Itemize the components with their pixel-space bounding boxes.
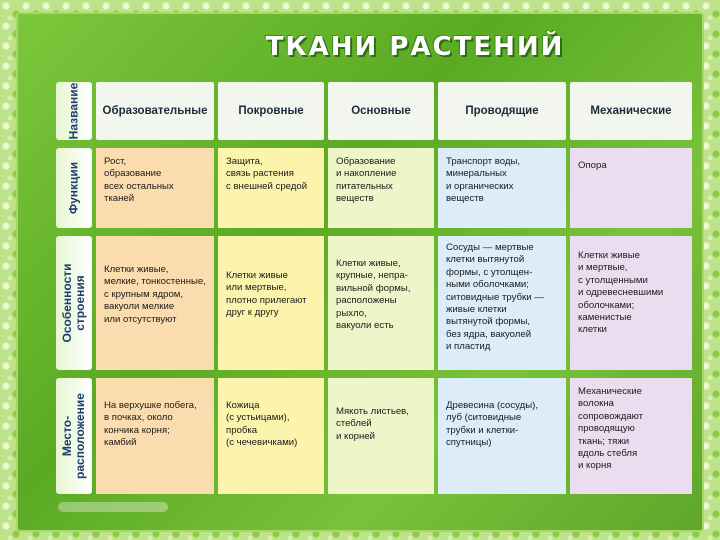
cell-structure-ground: Клетки живые, крупные, непра- вильной формы, расположены рыхло, вакуоли есть bbox=[328, 236, 434, 370]
cell-structure-educational: Клетки живые, мелкие, тонкостенные, с крупным ядром, вакуоли мелкие или отсутствуют bbox=[96, 236, 214, 370]
column-header-ground: Основные bbox=[328, 82, 434, 140]
cell-location-mechanical: Механические волокна сопровождают проводящую ткань; тяжи вдоль стебля и корня bbox=[570, 378, 692, 494]
row-label-name: Название bbox=[56, 82, 92, 140]
cell-structure-covering: Клетки живые или мертвые, плотно прилегают друг к другу bbox=[218, 236, 324, 370]
poster-title: ТКАНИ РАСТЕНИЙ bbox=[265, 32, 565, 62]
poster-board bbox=[18, 14, 702, 530]
cell-functions-covering: Защита, связь растения с внешней средой bbox=[218, 148, 324, 228]
cell-structure-conducting: Сосуды — мертвые клетки вытянутой формы, с утолщен- ными оболочками; ситовидные трубки — живые клетки вытянутой формы, без ядра, вакуолей и пластид bbox=[438, 236, 566, 370]
cell-location-conducting: Древесина (сосуды), луб (ситовидные трубки и клетки- спутницы) bbox=[438, 378, 566, 494]
row-label-structure: Особенности строения bbox=[56, 236, 92, 370]
decorative-stripe bbox=[58, 502, 168, 512]
tissues-table bbox=[56, 82, 692, 494]
cell-functions-conducting: Транспорт воды, минеральных и органических веществ bbox=[438, 148, 566, 228]
cell-functions-mechanical: Опора bbox=[570, 148, 692, 228]
cell-functions-ground: Образование и накопление питательных веществ bbox=[328, 148, 434, 228]
row-label-functions: Функции bbox=[56, 148, 92, 228]
column-header-educational: Образовательные bbox=[96, 82, 214, 140]
column-header-covering: Покровные bbox=[218, 82, 324, 140]
cell-location-educational: На верхушке побега, в почках, около кончика корня; камбий bbox=[96, 378, 214, 494]
cell-functions-educational: Рост, образование всех остальных тканей bbox=[96, 148, 214, 228]
cell-structure-mechanical: Клетки живые и мертвые, с утолщенными и одревесневшими оболочками; каменистые клетки bbox=[570, 236, 692, 370]
column-header-mechanical: Механические bbox=[570, 82, 692, 140]
cell-location-covering: Кожица (с устьицами), пробка (с чечевичками) bbox=[218, 378, 324, 494]
cell-location-ground: Мякоть листьев, стеблей и корней bbox=[328, 378, 434, 494]
column-header-conducting: Проводящие bbox=[438, 82, 566, 140]
row-label-location: Место- расположение bbox=[56, 378, 92, 494]
